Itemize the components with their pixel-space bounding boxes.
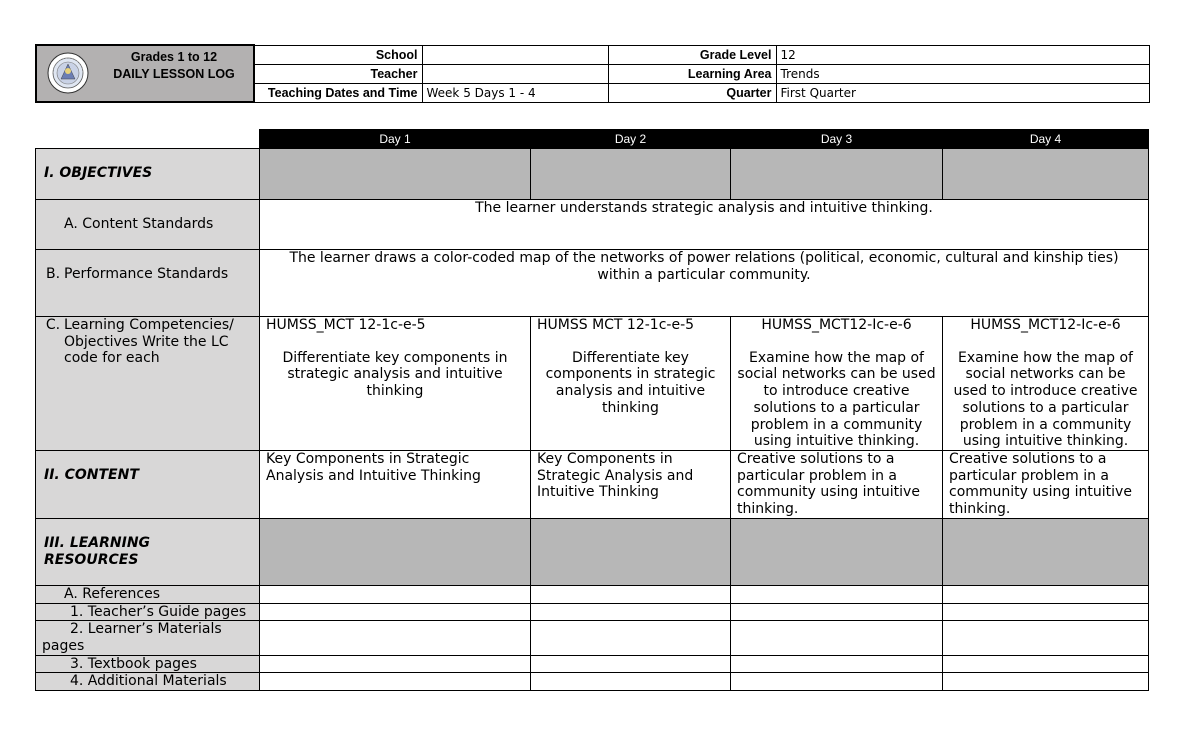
textbook-day3-cell[interactable] [731, 655, 943, 673]
header-title-line2: DAILY LESSON LOG [113, 67, 235, 81]
additional-day2-cell[interactable] [531, 673, 731, 691]
content-standards-label: A. Content Standards [64, 216, 214, 232]
lc-day1-desc: Differentiate key components in strategic analysis and intuitive thinking [282, 349, 508, 400]
quarter-field[interactable]: First Quarter [776, 83, 1149, 102]
grade-level-field[interactable]: 12 [776, 45, 1149, 64]
lc-day3-desc: Examine how the map of social networks can be used to introduce creative solutions to a particular problem in a community using intuitive thinking. [737, 349, 936, 450]
teacher-label: Teacher [254, 64, 422, 83]
day-header-2: Day 2 [531, 130, 731, 149]
additional-day1-cell[interactable] [260, 673, 531, 691]
textbook-day2-cell[interactable] [531, 655, 731, 673]
textbook-day4-cell[interactable] [943, 655, 1149, 673]
content-day4-cell[interactable]: Creative solutions to a particular problem in a community using intuitive thinking. [943, 451, 1149, 519]
learning-competencies-text-label: Learning Competencies/ Objectives Write the LC code for each [64, 317, 234, 367]
performance-standards-label-cell [36, 250, 260, 317]
lc-day1-code: HUMSS_MCT 12-1c-e-5 [266, 317, 426, 333]
content-standards-label-cell [36, 200, 260, 250]
performance-standards-num: B. [45, 266, 61, 282]
resources-day1-cell[interactable] [260, 518, 531, 585]
objectives-day4-cell[interactable] [943, 149, 1149, 200]
references-day3-cell[interactable] [731, 585, 943, 603]
resources-day3-cell[interactable] [731, 518, 943, 585]
corner-blank [36, 130, 260, 149]
content-standards-text: The learner understands strategic analysis and intuitive thinking. [475, 200, 933, 216]
references-day1-cell[interactable] [260, 585, 531, 603]
content-title: II. CONTENT [44, 467, 139, 483]
resources-day2-cell[interactable] [531, 518, 731, 585]
content-day2-cell[interactable]: Key Components in Strategic Analysis and Intuitive Thinking [531, 451, 731, 519]
references-label: A. References [36, 585, 260, 603]
day-header-1: Day 1 [260, 130, 531, 149]
resources-title: III. LEARNING RESOURCES [44, 534, 151, 568]
teacher-field[interactable] [422, 64, 608, 83]
learners-materials-day3-cell[interactable] [731, 621, 943, 655]
lc-day2-code: HUMSS MCT 12-1c-e-5 [537, 317, 695, 333]
lc-day3-code: HUMSS_MCT12-Ic-e-6 [761, 317, 912, 333]
teachers-guide-day4-cell[interactable] [943, 603, 1149, 621]
learning-competencies-num: C. [45, 317, 61, 333]
teachers-guide-day2-cell[interactable] [531, 603, 731, 621]
teachers-guide-day1-cell[interactable] [260, 603, 531, 621]
objectives-heading-cell [36, 149, 260, 200]
resources-day4-cell[interactable] [943, 518, 1149, 585]
textbook-pages-label: 3. Textbook pages [36, 655, 260, 673]
deped-seal-icon [47, 52, 89, 94]
learning-area-field[interactable]: Trends [776, 64, 1149, 83]
teachers-guide-day3-cell[interactable] [731, 603, 943, 621]
quarter-label: Quarter [608, 83, 776, 102]
content-day1-cell[interactable]: Key Components in Strategic Analysis and Intuitive Thinking [260, 451, 531, 519]
lc-day4-cell[interactable] [943, 317, 1149, 451]
learning-area-label: Learning Area [608, 64, 776, 83]
day-header-4: Day 4 [943, 130, 1149, 149]
references-day2-cell[interactable] [531, 585, 731, 603]
day-header-3: Day 3 [731, 130, 943, 149]
textbook-day1-cell[interactable] [260, 655, 531, 673]
performance-standards-text: The learner draws a color-coded map of the networks of power relations (political, economic, cultural and kinship ties) within a particular community. [289, 250, 1119, 283]
learning-competencies-label-cell [36, 317, 260, 451]
lc-day4-desc: Examine how the map of social networks can be used to introduce creative solutions to a particular problem in a community using intuitive thinking. [953, 349, 1138, 450]
performance-standards-value[interactable] [260, 250, 1149, 317]
content-heading-cell [36, 451, 260, 519]
lc-day2-desc: Differentiate key components in strategic analysis and intuitive thinking [545, 349, 716, 416]
header-table [35, 44, 1150, 103]
performance-standards-label [42, 250, 253, 283]
content-standards-value[interactable] [260, 200, 1149, 250]
learners-materials-day2-cell[interactable] [531, 621, 731, 655]
grade-level-label: Grade Level [608, 45, 776, 64]
content-day3-cell[interactable]: Creative solutions to a particular problem in a community using intuitive thinking. [731, 451, 943, 519]
objectives-day2-cell[interactable] [531, 149, 731, 200]
lc-day1-cell[interactable] [260, 317, 531, 451]
teaching-dates-field[interactable]: Week 5 Days 1 - 4 [422, 83, 608, 102]
lc-day2-cell[interactable] [531, 317, 731, 451]
teachers-guide-label: 1. Teacher’s Guide pages [36, 603, 260, 621]
teaching-dates-label: Teaching Dates and Time [254, 83, 422, 102]
lc-day4-code: HUMSS_MCT12-Ic-e-6 [970, 317, 1121, 333]
header-title-line1: Grades 1 to 12 [130, 50, 218, 64]
header-title [99, 49, 249, 83]
header-logo-cell [36, 45, 254, 102]
lc-day3-cell[interactable] [731, 317, 943, 451]
references-day4-cell[interactable] [943, 585, 1149, 603]
additional-materials-label: 4. Additional Materials [36, 673, 260, 691]
learners-materials-day4-cell[interactable] [943, 621, 1149, 655]
lesson-log-table [35, 129, 1149, 691]
resources-heading-cell [36, 518, 260, 585]
objectives-title: I. OBJECTIVES [44, 165, 153, 181]
additional-day4-cell[interactable] [943, 673, 1149, 691]
additional-day3-cell[interactable] [731, 673, 943, 691]
school-label: School [254, 45, 422, 64]
school-field[interactable] [422, 45, 608, 64]
objectives-day3-cell[interactable] [731, 149, 943, 200]
performance-standards-text-label: Performance Standards [64, 266, 229, 282]
objectives-day1-cell[interactable] [260, 149, 531, 200]
learners-materials-day1-cell[interactable] [260, 621, 531, 655]
learners-materials-label: 2. Learner’s Materials pages [36, 621, 260, 655]
learning-competencies-label [42, 317, 253, 367]
